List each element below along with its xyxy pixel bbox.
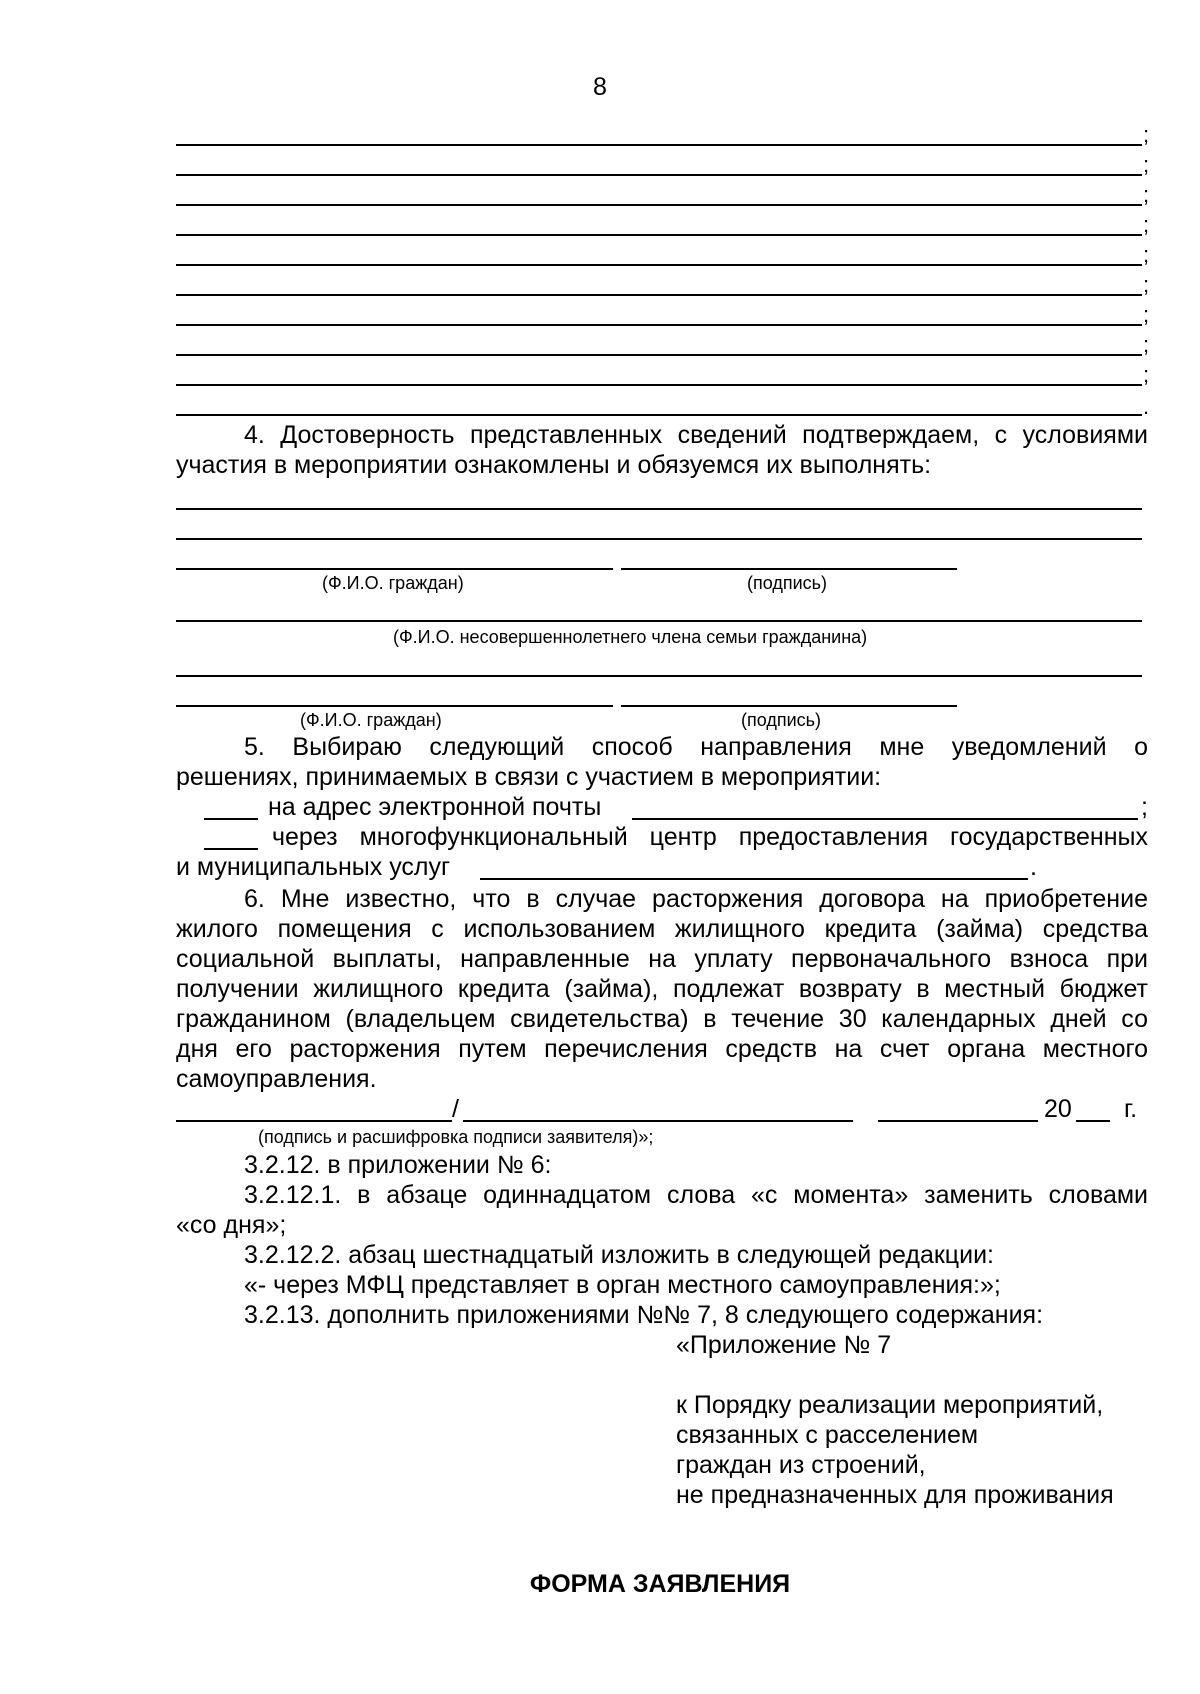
option-mfc-line1: через многофункциональный центр предоставления государственных: [272, 823, 1148, 851]
amendment-3-2-12: 3.2.12. в приложении № 6:: [244, 1151, 552, 1179]
signature-line: [621, 568, 957, 570]
line-semicolon: ;: [1143, 152, 1150, 177]
appendix-title: «Приложение № 7: [676, 1331, 892, 1359]
fio-line: [176, 568, 613, 570]
option-checkbox-line: [204, 848, 258, 850]
year-prefix: 20: [1044, 1095, 1072, 1123]
date-line: [878, 1120, 1038, 1122]
option-mfc-line2: и муниципальных услуг: [176, 853, 451, 881]
option-mfc-end: .: [1030, 853, 1037, 881]
blank-line: [176, 538, 1142, 540]
line-semicolon: ;: [1143, 362, 1150, 387]
line-semicolon: ;: [1143, 212, 1150, 237]
item5-line1: 5. Выбираю следующий способ направления мне уведомлений о: [244, 733, 1148, 761]
signature-slash: /: [452, 1095, 459, 1123]
appendix-line2: связанных с расселением: [676, 1421, 979, 1449]
item6-line5: гражданином (владельцем свидетельства) в течение 30 календарных дней со: [176, 1005, 1148, 1033]
year-suffix: г.: [1124, 1095, 1138, 1123]
signature-decoding-line: [463, 1120, 853, 1122]
line-semicolon: ;: [1143, 242, 1150, 267]
line-semicolon: ;: [1143, 122, 1150, 147]
fio-minor-line: [176, 620, 1142, 622]
blank-line: [176, 414, 1142, 416]
appendix-line1: к Порядку реализации мероприятий,: [676, 1391, 1104, 1419]
amendment-3-2-12-1-line1: 3.2.12.1. в абзаце одиннадцатом слова «с момента» заменить словами: [244, 1181, 1148, 1209]
amendment-3-2-12-1-line2: «со дня»;: [176, 1211, 287, 1239]
item6-line3: социальной выплаты, направленные на уплату первоначального взноса при: [176, 945, 1148, 973]
line-semicolon: ;: [1143, 302, 1150, 327]
blank-line: [176, 384, 1142, 386]
blank-line: [176, 508, 1142, 510]
signature-line: [176, 1120, 452, 1122]
line-semicolon: ;: [1143, 332, 1150, 357]
amendment-quote: «- через МФЦ представляет в орган местного самоуправления:»;: [244, 1271, 1001, 1299]
signature-line: [621, 705, 957, 707]
blank-line: [176, 234, 1142, 236]
blank-line: [176, 204, 1142, 206]
signature-caption: (подпись и расшифровка подписи заявителя)»;: [258, 1127, 654, 1147]
caption-fio-citizens-2: (Ф.И.О. граждан): [300, 710, 442, 730]
mfc-fill-line: [480, 878, 1028, 880]
email-fill-line: [632, 818, 1138, 820]
item6-line1: 6. Мне известно, что в случае расторжения договора на приобретение: [244, 885, 1148, 913]
fio-line: [176, 705, 613, 707]
blank-line: [176, 174, 1142, 176]
blank-line: [176, 294, 1142, 296]
blank-line: [176, 675, 1142, 677]
appendix-line4: не предназначенных для проживания: [676, 1481, 1114, 1509]
blank-line: [176, 264, 1142, 266]
caption-signature: (подпись): [747, 573, 828, 593]
item6-line4: получении жилищного кредита (займа), подлежат возврату в местный бюджет: [176, 975, 1148, 1003]
line-semicolon: ;: [1143, 182, 1150, 207]
line-period: .: [1143, 394, 1150, 419]
appendix-line3: граждан из строений,: [676, 1451, 926, 1479]
caption-fio-minor: (Ф.И.О. несовершеннолетнего члена семьи гражданина): [393, 627, 868, 647]
year-line: [1076, 1120, 1110, 1122]
caption-signature-2: (подпись): [741, 710, 822, 730]
option-email-end: ;: [1141, 793, 1148, 821]
amendment-3-2-13: 3.2.13. дополнить приложениями №№ 7, 8 следующего содержания:: [244, 1301, 1044, 1329]
page-number: 8: [593, 73, 607, 101]
item4-line2: участия в мероприятии ознакомлены и обязуемся их выполнять:: [176, 451, 932, 479]
item6-line6: дня его расторжения путем перечисления средств на счет органа местного: [176, 1035, 1148, 1063]
line-semicolon: ;: [1143, 272, 1150, 297]
blank-line: [176, 144, 1142, 146]
option-checkbox-line: [204, 818, 258, 820]
form-title: ФОРМА ЗАЯВЛЕНИЯ: [529, 1570, 791, 1598]
amendment-3-2-12-2: 3.2.12.2. абзац шестнадцатый изложить в следующей редакции:: [244, 1241, 994, 1269]
item6-line7: самоуправления.: [176, 1065, 377, 1093]
option-email-label: на адрес электронной почты: [268, 793, 602, 821]
item6-line2: жилого помещения с использованием жилищного кредита (займа) средства: [176, 915, 1148, 943]
caption-fio-citizens: (Ф.И.О. граждан): [322, 573, 464, 593]
item4-line1: 4. Достоверность представленных сведений подтверждаем, с условиями: [244, 421, 1148, 449]
blank-line: [176, 354, 1142, 356]
item5-line2: решениях, принимаемых в связи с участием в мероприятии:: [176, 763, 882, 791]
blank-line: [176, 324, 1142, 326]
